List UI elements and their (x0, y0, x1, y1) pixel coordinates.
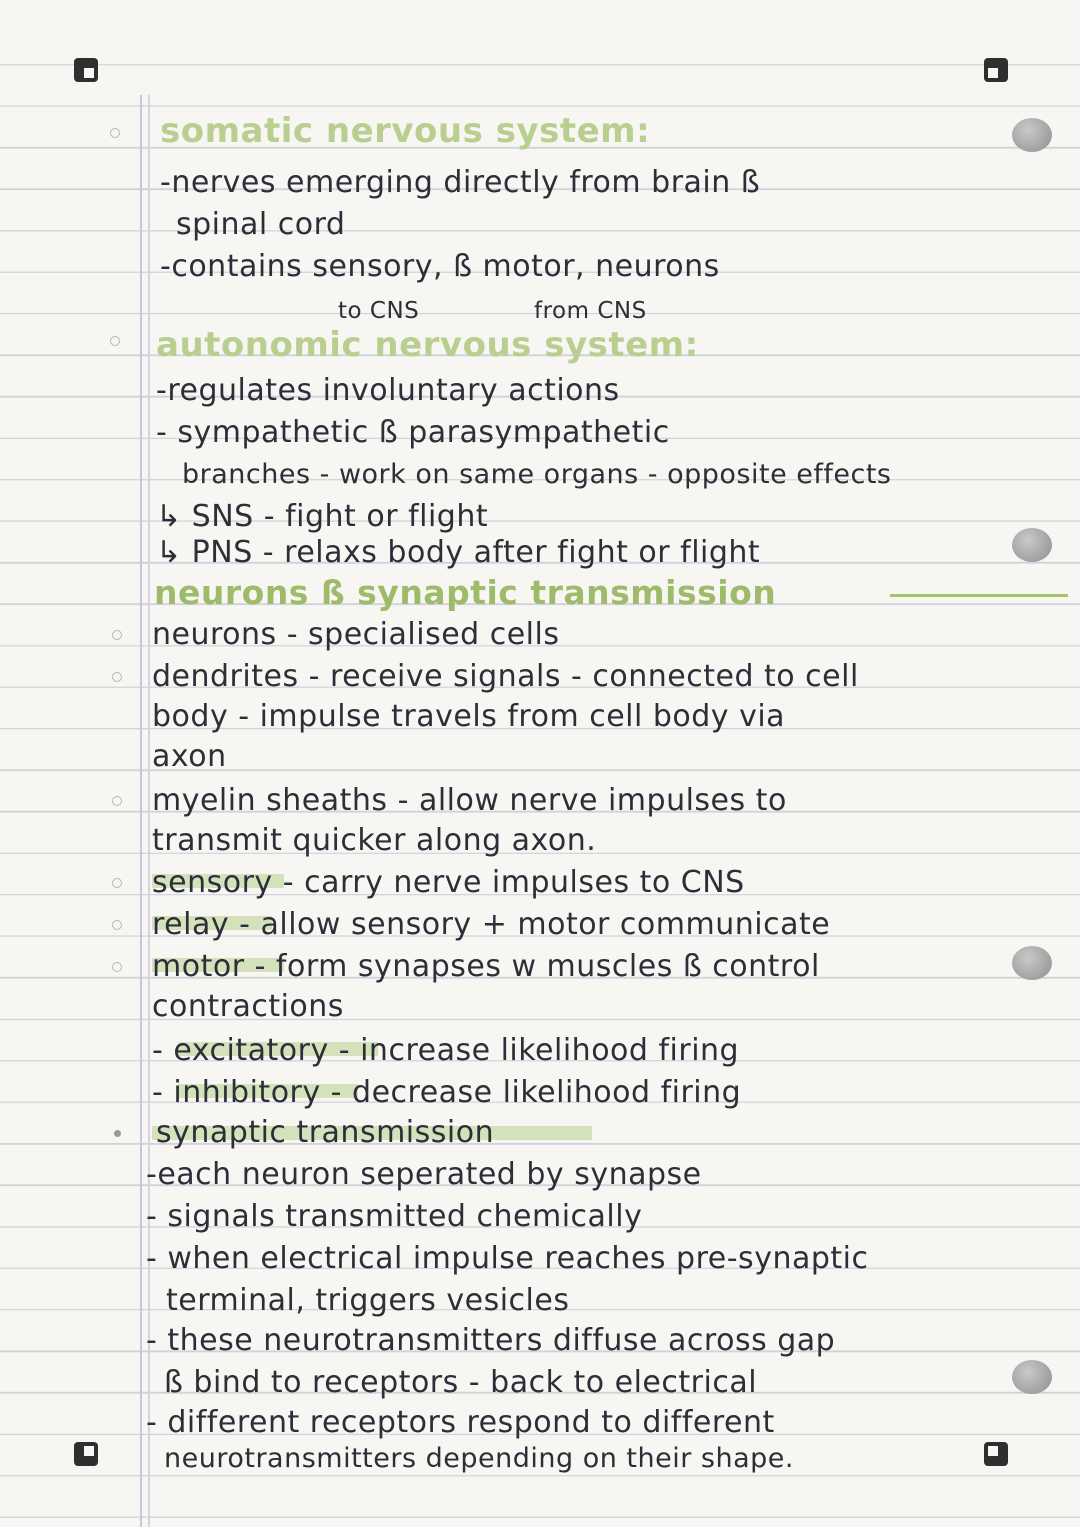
bullet-dot-icon (110, 336, 120, 346)
neurons-heading: neurons ß synaptic transmission (154, 573, 777, 612)
corner-mark-icon (984, 1442, 1008, 1466)
neurons-line-1: neurons - specialised cells (152, 617, 560, 652)
bullet-dot-icon (112, 796, 122, 806)
neurons-line-12: - inhibitory - decrease likelihood firing (152, 1075, 742, 1110)
synaptic-heading: synaptic transmission (156, 1115, 495, 1150)
somatic-line-2: spinal cord (176, 207, 346, 242)
punch-hole-icon (1012, 528, 1052, 562)
autonomic-line-2: - sympathetic ß parasympathetic (156, 415, 670, 450)
somatic-heading: somatic nervous system: (160, 111, 651, 151)
synaptic-line-4: terminal, triggers vesicles (166, 1283, 570, 1318)
punch-hole-icon (1012, 946, 1052, 980)
bullet-dot-icon (112, 962, 122, 972)
bullet-dot-icon (112, 672, 122, 682)
synaptic-line-5: - these neurotransmitters diffuse across gap (146, 1323, 836, 1358)
synaptic-line-1: -each neuron seperated by synapse (146, 1157, 702, 1192)
neurons-line-8: relay - allow sensory + motor communicate (152, 907, 831, 942)
synaptic-line-3: - when electrical impulse reaches pre-synaptic (146, 1241, 869, 1276)
margin-line (140, 95, 142, 1527)
autonomic-line-4: ↳ SNS - fight or flight (156, 499, 489, 534)
bullet-dot-icon (112, 920, 122, 930)
synaptic-line-6: ß bind to receptors - back to electrical (164, 1365, 758, 1400)
synaptic-line-7: - different receptors respond to different (146, 1405, 775, 1440)
neurons-line-7: sensory - carry nerve impulses to CNS (152, 865, 745, 900)
bullet-dot-icon (112, 630, 122, 640)
somatic-line-3: -contains sensory, ß motor, neurons (160, 249, 720, 284)
bullet-dot-icon (114, 1130, 121, 1137)
neurons-line-3: body - impulse travels from cell body via (152, 699, 786, 734)
autonomic-line-5: ↳ PNS - relaxs body after fight or flight (156, 535, 761, 570)
somatic-annotation-to-cns: to CNS (338, 298, 420, 324)
corner-mark-icon (984, 58, 1008, 82)
punch-hole-icon (1012, 118, 1052, 152)
neurons-line-10: contractions (152, 989, 344, 1024)
somatic-line-1: -nerves emerging directly from brain ß (160, 165, 761, 200)
neurons-line-5: myelin sheaths - allow nerve impulses to (152, 783, 787, 818)
synaptic-line-8: neurotransmitters depending on their shape. (164, 1443, 794, 1474)
neurons-line-6: transmit quicker along axon. (152, 823, 597, 858)
somatic-annotation-from-cns: from CNS (534, 298, 647, 324)
heading-underline (890, 594, 1068, 597)
corner-mark-icon (74, 58, 98, 82)
neurons-line-4: axon (152, 739, 227, 774)
margin-line-inner (148, 95, 150, 1527)
synaptic-line-2: - signals transmitted chemically (146, 1199, 643, 1234)
autonomic-line-3: branches - work on same organs - opposite effects (182, 459, 892, 490)
bullet-dot-icon (112, 878, 122, 888)
autonomic-line-1: -regulates involuntary actions (156, 373, 620, 408)
neurons-line-9: motor - form synapses w muscles ß control (152, 949, 820, 984)
autonomic-heading: autonomic nervous system: (156, 325, 699, 365)
neurons-line-2: dendrites - receive signals - connected to cell (152, 659, 859, 694)
corner-mark-icon (74, 1442, 98, 1466)
bullet-dot-icon (110, 128, 120, 138)
punch-hole-icon (1012, 1360, 1052, 1394)
neurons-line-11: - excitatory - increase likelihood firing (152, 1033, 740, 1068)
